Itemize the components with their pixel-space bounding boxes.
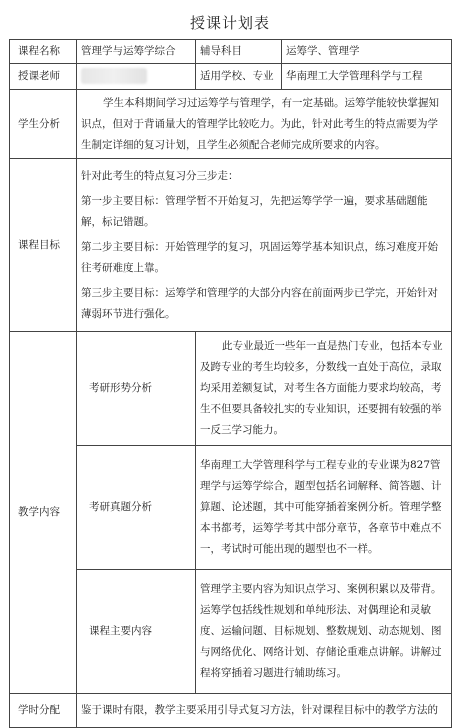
teaching-content-label: 教学内容 bbox=[10, 332, 77, 694]
exam-situation-text bbox=[196, 332, 452, 446]
exam-situation-row bbox=[10, 332, 452, 446]
past-exam-text bbox=[196, 446, 452, 570]
subject-value: 运筹学、管理学 bbox=[282, 40, 452, 64]
goal-step-3: 第三步主要目标：运筹学和管理学的大部分内容在前面两步已学完，开始针对薄弱环节进行强化。 bbox=[81, 286, 438, 320]
main-content-text bbox=[196, 570, 452, 694]
main-content-management: 管理学主要内容为知识点学习、案例积累以及带背。 bbox=[200, 583, 442, 595]
teacher-label: 授课老师 bbox=[10, 64, 77, 90]
course-name-row bbox=[10, 40, 452, 64]
course-goals-content bbox=[77, 159, 452, 332]
lesson-plan-table bbox=[9, 39, 452, 728]
schedule-row bbox=[10, 694, 452, 728]
teacher-value bbox=[77, 64, 196, 90]
teacher-row bbox=[10, 64, 452, 90]
student-analysis-paragraph: 学生本科期间学习过运筹学与管理学，有一定基础。运筹学能较快掌握知识点，但对于背诵量大的管理学比较吃力。为此，针对此考生的特点需要为学生制定详细的复习计划，且学生必须配合老师完成所要求的内容。 bbox=[81, 96, 440, 151]
student-analysis-text bbox=[77, 90, 452, 159]
past-exam-label: 考研真题分析 bbox=[77, 446, 196, 570]
goal-intro: 针对此考生的特点复习分三步走： bbox=[81, 169, 239, 182]
course-name-value: 管理学与运筹学综合 bbox=[77, 40, 196, 64]
document-title: 授课计划表 bbox=[189, 14, 270, 32]
main-content-operations: 运筹学包括线性规划和单纯形法、对偶理论和灵敏度、运输问题、目标规划、整数规划、动态规划、图与网络优化、网络计划、存储论重难点讲解。讲解过程将穿插着习题进行辅助练习。 bbox=[200, 604, 442, 679]
goal-step-2: 第二步主要目标：开始管理学的复习，巩固运筹学基本知识点，练习难度开始往考研难度上靠。 bbox=[81, 240, 438, 274]
course-name-label: 课程名称 bbox=[10, 40, 77, 64]
course-goals-label: 课程目标 bbox=[10, 159, 77, 332]
course-goals-row bbox=[10, 159, 452, 332]
main-content-label: 课程主要内容 bbox=[77, 570, 196, 694]
student-analysis-row bbox=[10, 90, 452, 159]
subject-label: 辅导科目 bbox=[196, 40, 282, 64]
student-analysis-label: 学生分析 bbox=[10, 90, 77, 159]
schedule-text bbox=[77, 694, 452, 728]
main-content-row bbox=[10, 570, 452, 694]
schedule-paragraph: 鉴于课时有限，教学主要采用引导式复习方法，针对课程目标中的教学方法的 bbox=[81, 704, 438, 716]
school-label: 适用学校、专业 bbox=[196, 64, 282, 90]
redacted-teacher-name bbox=[81, 68, 147, 84]
past-exam-paragraph: 华南理工大学管理科学与工程专业的专业课为827管理学与运筹学综合，题型包括名词解释、简答题、计算题、论述题，其中可能穿插着案例分析。管理学整本书都考，运筹学考其中部分章节，各章节中难点不一，考试时可能出现的题型也不一样。 bbox=[200, 459, 442, 555]
schedule-label: 学时分配 bbox=[10, 694, 77, 728]
exam-situation-paragraph: 此专业最近一些年一直是热门专业，包括本专业及跨专业的考生均较多，分数线一直处于高位，录取均采用差额复试，对考生各方面能力要求均较高，考生不但要具备较扎实的专业知识，还要拥有较强的举一反三学习能力。 bbox=[200, 340, 443, 436]
school-value: 华南理工大学管理科学与工程 bbox=[282, 64, 452, 90]
past-exam-row bbox=[10, 446, 452, 570]
exam-situation-label: 考研形势分析 bbox=[77, 332, 196, 446]
goal-step-1: 第一步主要目标：管理学暂不开始复习，先把运筹学学一遍，要求基础题能解，标记错题。 bbox=[81, 194, 428, 228]
